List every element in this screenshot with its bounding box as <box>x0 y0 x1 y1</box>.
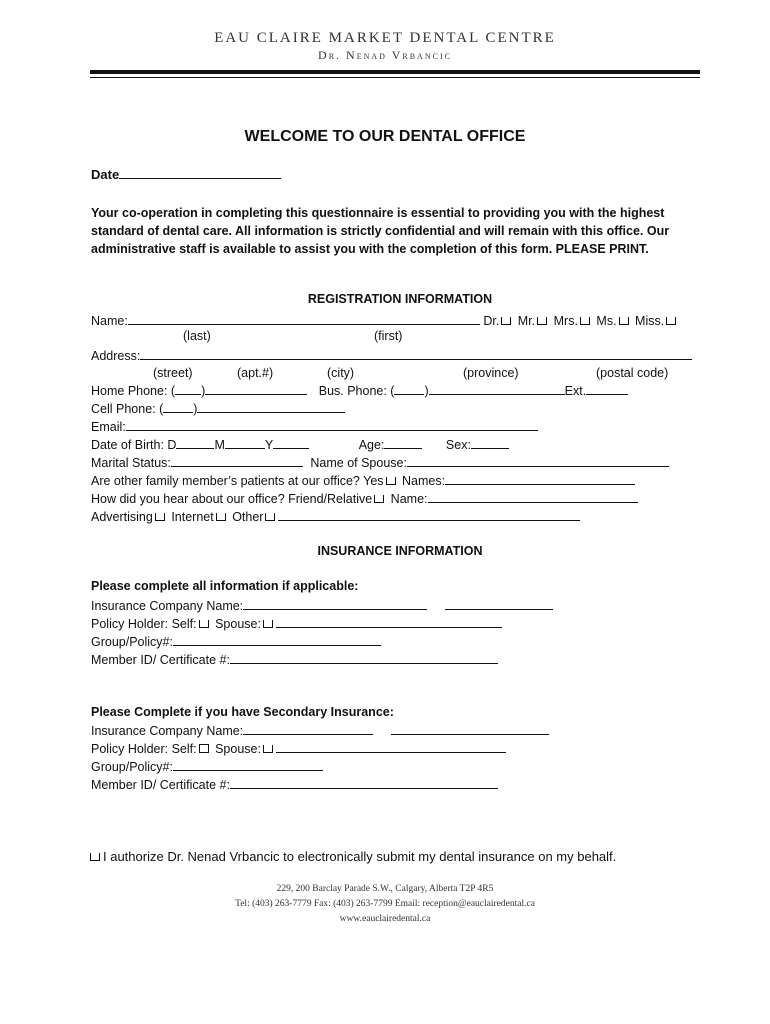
checkbox-miss[interactable] <box>666 317 676 325</box>
secondary-spouse-field[interactable] <box>276 740 506 753</box>
family-names-field[interactable] <box>445 472 635 485</box>
age-field[interactable] <box>384 436 422 449</box>
name-field[interactable] <box>128 312 480 325</box>
address-sub-apt: (apt.#) <box>237 366 274 380</box>
secondary-spouse-label: Spouse: <box>215 742 261 756</box>
other-checkbox[interactable] <box>265 513 275 521</box>
advertising-label: Advertising <box>91 510 153 524</box>
authorization-text: I authorize Dr. Nenad Vrbancic to electronically submit my dental insurance on my behalf. <box>103 849 617 864</box>
title-miss: Miss. <box>635 314 665 328</box>
name-label: Name: <box>91 314 128 328</box>
primary-spouse-label: Spouse: <box>215 617 261 631</box>
checkbox-ms[interactable] <box>619 317 629 325</box>
age-label: Age: <box>358 438 385 452</box>
cell-phone-field[interactable] <box>197 400 345 413</box>
dob-row <box>91 436 509 452</box>
page-title: WELCOME TO OUR DENTAL OFFICE <box>244 128 526 145</box>
referral-friend-checkbox[interactable] <box>374 495 384 503</box>
internet-checkbox[interactable] <box>216 513 226 521</box>
bus-phone-area-field[interactable] <box>394 382 424 395</box>
title-mrs: Mrs. <box>553 314 578 328</box>
cell-phone-label: Cell Phone: ( <box>91 402 164 416</box>
sex-label: Sex: <box>445 438 471 452</box>
address-sub-province: (province) <box>463 366 519 380</box>
dob-label: Date of Birth: D <box>91 438 177 452</box>
other-field[interactable] <box>278 508 580 521</box>
referral-name-label: Name: <box>390 492 428 506</box>
secondary-spouse-checkbox[interactable] <box>263 745 273 753</box>
footer-address: 229, 200 Barclay Parade S.W., Calgary, Alberta T2P 4R5 <box>276 884 494 894</box>
home-phone-label: Home Phone: ( <box>91 384 176 398</box>
secondary-member-row <box>91 776 498 792</box>
referral-row <box>91 490 638 506</box>
primary-member-label: Member ID/ Certificate #: <box>91 653 230 667</box>
checkbox-dr[interactable] <box>501 317 511 325</box>
insurance-heading: INSURANCE INFORMATION <box>317 544 483 558</box>
internet-label: Internet <box>171 510 214 524</box>
bus-phone-field[interactable] <box>429 382 565 395</box>
advertising-checkbox[interactable] <box>155 513 165 521</box>
authorization-checkbox[interactable] <box>90 853 100 861</box>
email-label: Email: <box>91 420 126 434</box>
primary-company-row <box>91 597 553 613</box>
dob-day-field[interactable] <box>176 436 214 449</box>
secondary-insurance-heading: Please Complete if you have Secondary Insurance: <box>91 705 394 719</box>
primary-member-row <box>91 651 498 667</box>
header-rule-thin <box>90 77 700 78</box>
cell-phone-area-field[interactable] <box>163 400 193 413</box>
secondary-company-row <box>91 722 549 738</box>
secondary-holder-row <box>91 740 506 756</box>
family-label: Are other family member’s patients at our office? <box>91 474 360 488</box>
primary-spouse-field[interactable] <box>276 615 502 628</box>
address-field[interactable] <box>140 347 692 360</box>
secondary-holder-label: Policy Holder: Self: <box>91 742 197 756</box>
title-mr: Mr. <box>517 314 536 328</box>
dob-month-field[interactable] <box>225 436 265 449</box>
primary-member-field[interactable] <box>230 651 498 664</box>
title-ms: Ms. <box>596 314 617 328</box>
secondary-self-checkbox[interactable] <box>199 744 209 753</box>
footer-contact: Tel: (403) 263-7779 Fax: (403) 263-7799 Email: reception@eauclairedental.ca <box>235 899 535 909</box>
primary-insurance-heading: Please complete all information if applicable: <box>91 579 359 593</box>
primary-spouse-checkbox[interactable] <box>263 620 273 628</box>
marital-row <box>91 454 669 470</box>
secondary-member-field[interactable] <box>230 776 498 789</box>
home-phone-row: Home Phone: ( ) Bus. Phone: ( ) Ext. <box>91 382 628 398</box>
advertising-row <box>91 508 580 524</box>
checkbox-mr[interactable] <box>537 317 547 325</box>
clinic-name: EAU CLAIRE MARKET DENTAL CENTRE <box>214 30 556 46</box>
marital-field[interactable] <box>171 454 303 467</box>
spouse-name-field[interactable] <box>407 454 669 467</box>
primary-company-field[interactable] <box>243 597 427 610</box>
date-field[interactable] <box>119 166 281 179</box>
date-label: Date <box>91 167 120 182</box>
family-row <box>91 472 635 488</box>
primary-company-field-2[interactable] <box>445 597 553 610</box>
date-row <box>91 166 281 182</box>
secondary-group-label: Group/Policy#: <box>91 760 173 774</box>
secondary-company-field[interactable] <box>243 722 373 735</box>
dob-year-label: Y <box>264 438 274 452</box>
family-names-label: Names: <box>402 474 446 488</box>
name-sub-first: (first) <box>374 329 403 343</box>
registration-heading: REGISTRATION INFORMATION <box>307 292 493 306</box>
email-field[interactable] <box>126 418 538 431</box>
spouse-name-label: Name of Spouse: <box>310 456 407 470</box>
title-dr: Dr. <box>483 314 500 328</box>
dob-month-label: M <box>214 438 225 452</box>
address-row <box>91 347 692 363</box>
other-label: Other <box>232 510 264 524</box>
address-label: Address: <box>91 349 141 363</box>
primary-holder-row <box>91 615 502 631</box>
address-sub-city: (city) <box>327 366 355 380</box>
home-phone-field[interactable] <box>205 382 307 395</box>
intro-paragraph: Your co-operation in completing this questionnaire is essential to providing you with the highest standard of dental care. All information is strictly confidential and will remain with this office. Our administrative staff is available to assist you with the completion of this form. PLEASE PRINT. <box>91 206 670 256</box>
dob-year-field[interactable] <box>273 436 309 449</box>
secondary-company-label: Insurance Company Name: <box>91 724 244 738</box>
name-sub-last: (last) <box>183 329 211 343</box>
address-sub-street: (street) <box>153 366 193 380</box>
family-yes-checkbox[interactable] <box>386 477 396 485</box>
secondary-group-row <box>91 758 323 774</box>
bus-phone-label: Bus. Phone: ( <box>318 384 395 398</box>
marital-label: Marital Status: <box>91 456 171 470</box>
family-yes-label: Yes <box>363 474 384 488</box>
name-row <box>91 312 679 328</box>
doctor-name: Dr. Nenad Vrbancic <box>318 48 452 62</box>
primary-company-label: Insurance Company Name: <box>91 599 244 613</box>
primary-group-label: Group/Policy#: <box>91 635 173 649</box>
ext-field[interactable] <box>586 382 628 395</box>
primary-holder-label: Policy Holder: Self: <box>91 617 197 631</box>
authorization-row <box>88 849 616 864</box>
referral-label: How did you hear about our office? Friend/Relative <box>91 492 373 506</box>
checkbox-mrs[interactable] <box>580 317 590 325</box>
secondary-member-label: Member ID/ Certificate #: <box>91 778 230 792</box>
secondary-company-field-2[interactable] <box>391 722 549 735</box>
primary-group-row <box>91 633 381 649</box>
header-rule-thick <box>90 70 700 74</box>
email-row <box>91 418 538 434</box>
home-phone-area-field[interactable] <box>175 382 201 395</box>
address-sub-postal: (postal code) <box>596 366 669 380</box>
ext-label: Ext. <box>564 384 587 398</box>
referral-name-field[interactable] <box>428 490 638 503</box>
primary-group-field[interactable] <box>173 633 381 646</box>
primary-self-checkbox[interactable] <box>199 620 209 628</box>
secondary-group-field[interactable] <box>173 758 323 771</box>
sex-field[interactable] <box>471 436 509 449</box>
footer-website: www.eauclairedental.ca <box>339 914 431 924</box>
cell-phone-row: Cell Phone: ( ) <box>91 400 345 416</box>
